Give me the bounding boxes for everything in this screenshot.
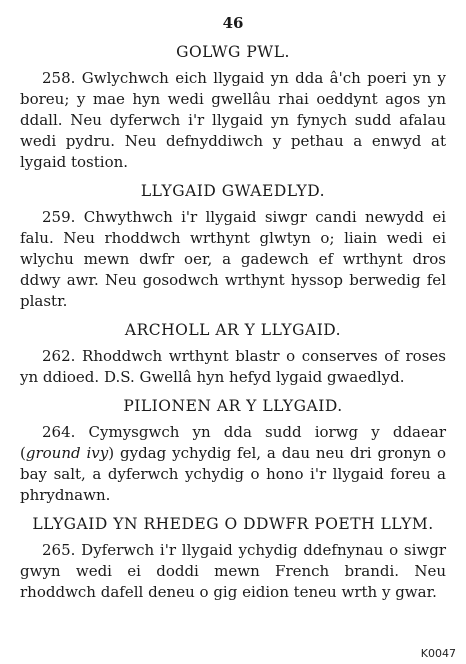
section-llygaid-gwaedlyd (20, 181, 446, 312)
footer-code: K0047 (420, 647, 456, 660)
paragraph-text: ) gydag ychydig fel, a dau neu dri gronyn o bay salt, a dyferwch ychydig o hono i'r llygaid foreu a phrydnawn. (20, 444, 446, 504)
paragraph-number: 258. (42, 69, 76, 87)
section-llygaid-yn-rhedeg (20, 514, 446, 603)
section-paragraph (20, 68, 446, 173)
section-heading: LLYGAID GWAEDLYD. (140, 182, 326, 200)
section-heading: ARCHOLL AR Y LLYGAID. (124, 321, 342, 339)
paragraph-number: 265. (42, 541, 76, 559)
page-number: 46 (222, 14, 244, 32)
section-paragraph (20, 540, 446, 603)
paragraph-italic: ground ivy (25, 444, 109, 462)
section-heading: LLYGAID YN RHEDEG O DDWFR POETH LLYM. (32, 515, 434, 533)
paragraph-number: 264. (42, 423, 76, 441)
paragraph-text: Gwlychwch eich llygaid yn dda â'ch poeri yn y boreu; y mae hyn wedi gwellâu rhai oeddynt agos yn ddall. Neu dyferwch i'r llygaid yn fynych sudd afalau wedi pydru. Neu defnyddiwch y pethau a enwyd at lygaid tostion. (20, 69, 446, 171)
section-pilionen-ar-y-llygaid (20, 396, 446, 506)
paragraph-text: Dyferwch i'r llygaid ychydig ddefnynau o siwgr gwyn wedi ei doddi mewn French brandi. Neu rhoddwch dafell deneu o gig eidion teneu wrth y gwar. (20, 541, 446, 601)
section-paragraph (20, 207, 446, 312)
section-heading: PILIONEN AR Y LLYGAID. (123, 397, 343, 415)
section-heading: GOLWG PWL. (176, 43, 290, 61)
section-archoll-ar-y-llygaid (20, 320, 446, 388)
section-golwg-pwl (20, 42, 446, 173)
paragraph-number: 262. (42, 347, 76, 365)
paragraph-text: Cymysgwch yn dda sudd iorwg y ddaear ( (20, 423, 446, 462)
paragraph-number: 259. (42, 208, 76, 226)
paragraph-text: Chwythwch i'r llygaid siwgr candi newydd ei falu. Neu rhoddwch wrthynt glwtyn o; liain wedi ei wlychu mewn dwfr oer, a gadewch ef wrthynt dros ddwy awr. Neu gosodwch wrthynt hyssop berwedig fel plastr. (20, 208, 446, 310)
document-page (20, 14, 446, 611)
section-paragraph (20, 422, 446, 506)
paragraph-text: Rhoddwch wrthynt blastr o conserves of roses yn ddioed. D.S. Gwellâ hyn hefyd lygaid gwaedlyd. (20, 347, 446, 386)
section-paragraph (20, 346, 446, 388)
